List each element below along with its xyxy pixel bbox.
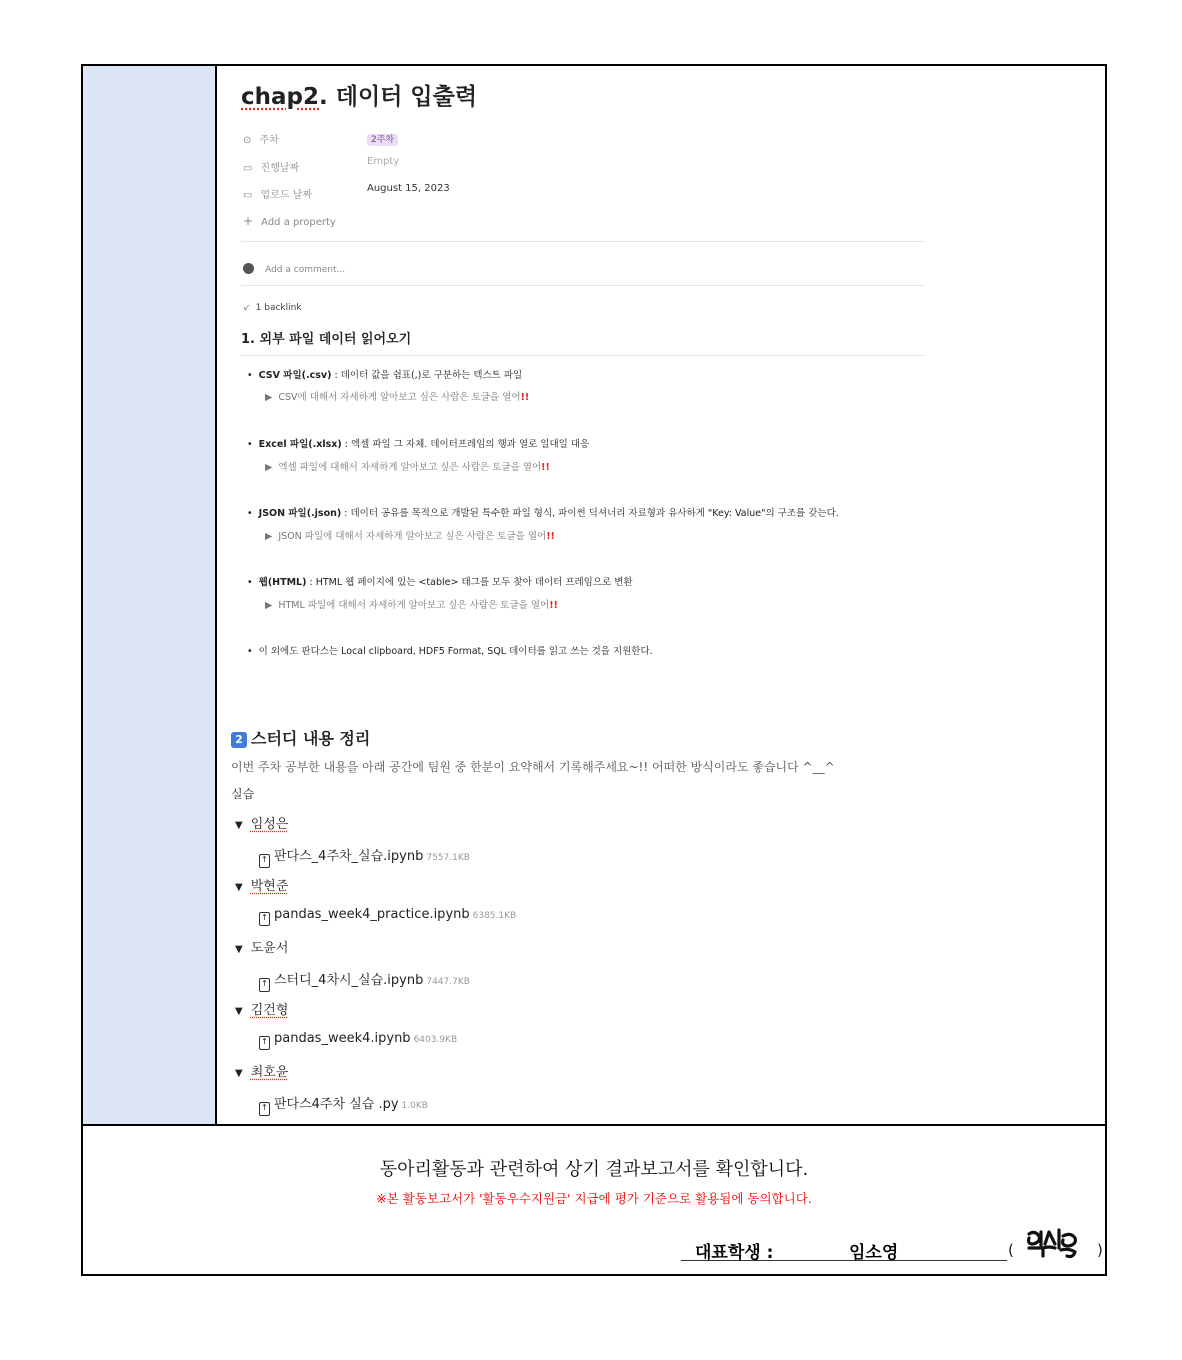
week-tag: 2주차 [367,134,398,146]
file-icon: ↑ [259,978,270,992]
list-item: • 웹(HTML) : HTML 웹 페이지에 있는 <table> 태그를 모두 찾아 데이터 프레임으로 변환 [247,577,633,588]
calendar-icon: ▭ [243,190,253,201]
backlink-label: 1 backlink [255,303,302,313]
list-item: • 이 외에도 판다스는 Local clipboard, HDF5 Format, SQL 데이터를 읽고 쓰는 것을 지원한다. [247,646,653,657]
calendar-icon: ▭ [243,163,253,174]
toggle-item[interactable]: ▶ HTML 파일에 대해서 자세하게 알아보고 싶은 사람은 토글을 열어!! [265,600,558,611]
representative-label: 대표학생 : [695,1243,774,1263]
divider [241,241,925,242]
property-label: 업로드 날짜 [260,190,313,201]
avatar [243,263,254,274]
property-upload-date-value[interactable]: August 15, 2023 [367,183,450,194]
add-comment-label: Add a comment... [265,265,346,275]
file-attachment[interactable]: ↑ 판다스4주차 실습 .py 1.0KB [259,1093,428,1116]
page-title: chap2. 데이터 입출력 [241,84,478,110]
file-attachment[interactable]: ↑ pandas_week4.ipynb 6403.9KB [259,1031,457,1050]
toggle-item[interactable]: ▶ JSON 파일에 대해서 자세하게 알아보고 싶은 사람은 토글을 열어!! [265,531,555,542]
member-toggle[interactable]: ▼ 김건형 [235,1003,289,1018]
add-property-label: Add a property [261,217,336,228]
property-progress-date-value[interactable]: Empty [367,156,400,167]
file-attachment[interactable]: ↑ 스터디_4차시_실습.ipynb 7447.7KB [259,969,470,992]
confirmation-footer [83,1124,1105,1274]
property-week[interactable] [243,128,279,147]
member-toggle[interactable]: ▼ 임성은 [235,817,289,832]
add-comment-button[interactable] [243,257,345,276]
property-label: 주차 [259,135,279,146]
study-heading: 2 스터디 내용 정리 [231,726,370,749]
left-label-column [83,66,217,1124]
file-icon: ↑ [259,854,270,868]
status-icon: ⊙ [243,135,252,146]
toggle-arrow-icon: ▼ [235,820,243,831]
study-description: 이번 주차 공부한 내용을 아래 공간에 팀원 중 한분이 요약해서 기록해주세요~!! 어떠한 방식이라도 좋습니다 ^__^ [231,760,835,774]
content-cell [217,66,1105,1124]
backlink-button[interactable] [243,295,302,314]
paren-open: ( [1008,1241,1014,1259]
list-item: • CSV 파일(.csv) : 데이터 값을 쉼표(,)로 구분하는 텍스트 파일 [247,370,523,381]
toggle-item[interactable]: ▶ CSV에 대해서 자세하게 알아보고 싶은 사람은 토글을 열어!! [265,392,530,403]
property-upload-date[interactable] [243,183,312,202]
backlink-arrow-icon: ↙ [243,303,251,313]
report-frame [81,64,1107,1276]
practice-label: 실습 [231,787,255,801]
divider [241,355,925,356]
list-item: • JSON 파일(.json) : 데이터 공유를 목적으로 개발된 특수한 파일 형식, 파이썬 딕셔너리 자료형과 유사하게 "Key: Value"의 구조를 갖는다. [247,508,839,519]
property-progress-date[interactable] [243,156,299,175]
section-heading: 1. 외부 파일 데이터 읽어오기 [241,332,412,347]
agreement-notice: ※본 활동보고서가 '활동우수지원금' 지급에 평가 기준으로 활용됨에 동의합니다. [376,1191,812,1206]
list-item: • Excel 파일(.xlsx) : 엑셀 파일 그 자체. 데이터프레임의 행과 열로 일대일 대응 [247,439,590,450]
file-attachment[interactable]: ↑ pandas_week4_practice.ipynb 6385.1KB [259,907,516,926]
number-badge: 2 [231,732,247,748]
member-toggle[interactable]: ▼ 도윤서 [235,941,289,956]
toggle-arrow-icon: ▼ [235,1068,243,1079]
handwritten-signature [1023,1226,1085,1260]
file-attachment[interactable]: ↑ 판다스_4주차_실습.ipynb 7557.1KB [259,845,470,868]
file-icon: ↑ [259,1036,270,1050]
divider [241,285,925,286]
confirmation-text: 동아리활동과 관련하여 상기 결과보고서를 확인합니다. [379,1159,809,1180]
toggle-item[interactable]: ▶ 엑셀 파일에 대해서 자세하게 알아보고 싶은 사람은 토글을 열어!! [265,462,550,473]
add-property-button[interactable] [243,210,336,229]
toggle-arrow-icon: ▼ [235,882,243,893]
file-icon: ↑ [259,912,270,926]
file-icon: ↑ [259,1102,270,1116]
member-toggle[interactable]: ▼ 박현준 [235,879,289,894]
property-label: 진행날짜 [260,163,300,174]
representative-name: 임소영 [849,1243,899,1263]
property-week-value[interactable] [367,127,398,146]
toggle-arrow-icon: ▼ [235,1006,243,1017]
paren-close: ) [1097,1241,1103,1259]
toggle-arrow-icon: ▼ [235,944,243,955]
plus-icon: + [243,214,254,228]
member-toggle[interactable]: ▼ 최호윤 [235,1065,289,1080]
